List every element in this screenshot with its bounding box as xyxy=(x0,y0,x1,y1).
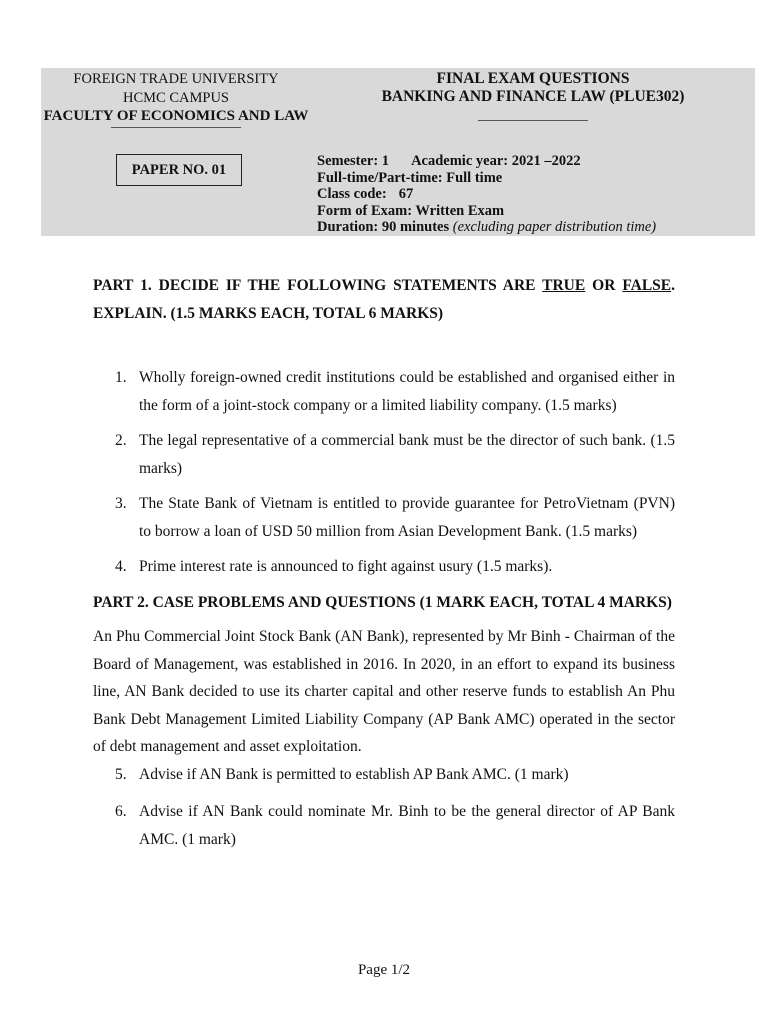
duration: Duration: 90 minutes xyxy=(317,219,450,235)
academic-year: Academic year: 2021 –2022 xyxy=(411,153,581,169)
exam-title: FINAL EXAM QUESTIONS xyxy=(436,70,630,87)
part2-questions xyxy=(93,761,675,854)
question-3: 3. The State Bank of Vietnam is entitled to provide guarantee for PetroVietnam (PVN) to borrow a loan of USD 50 million from Asian Development Bank. (1.5 marks) xyxy=(115,495,675,540)
divider xyxy=(478,120,588,121)
question-4: 4. Prime interest rate is announced to fight against usury (1.5 marks). xyxy=(115,558,553,575)
paper-number-box: PAPER NO. 01 xyxy=(116,154,242,186)
semester: Semester: 1 xyxy=(317,153,390,169)
part1-heading: PART 1. DECIDE IF THE FOLLOWING STATEMENTS ARE TRUE OR FALSE. EXPLAIN. (1.5 MARKS EACH, TOTAL 6 MARKS) xyxy=(93,277,675,322)
institution-block xyxy=(41,68,311,128)
exam-content xyxy=(93,272,675,853)
question-5: 5. Advise if AN Bank is permitted to establish AP Bank AMC. (1 mark) xyxy=(115,765,569,783)
study-mode: Full-time/Part-time: Full time xyxy=(317,169,503,186)
question-6: 6. Advise if AN Bank could nominate Mr. Binh to be the general director of AP Bank AMC. (1 mark) xyxy=(115,803,675,848)
exam-details xyxy=(317,153,656,236)
faculty-name: FACULTY OF ECONOMICS AND LAW xyxy=(43,108,309,124)
page-number: Page 1/2 xyxy=(357,962,411,978)
exam-info-block xyxy=(311,68,755,235)
question-2: 2. The legal representative of a commercial bank must be the director of such bank. (1.5 marks) xyxy=(115,432,675,477)
university-name: FOREIGN TRADE UNIVERSITY xyxy=(73,71,279,87)
part2-heading: PART 2. CASE PROBLEMS AND QUESTIONS (1 MARK EACH, TOTAL 4 MARKS) xyxy=(93,593,672,611)
class-code-label: Class code: xyxy=(317,186,387,202)
case-description: An Phu Commercial Joint Stock Bank (AN Bank), represented by Mr Binh - Chairman of the Board of Management, was established in 2016. In 2020, in an effort to expand its business line, AN Bank decided to use its charter capital and other reserve funds to establish An Phu Bank Debt Management Limited Liability Company (AP Bank AMC) operated in the sector of debt management and asset exploitation. xyxy=(93,628,675,755)
part1-questions xyxy=(93,364,675,581)
duration-note: (excluding paper distribution time) xyxy=(452,219,657,235)
course-title: BANKING AND FINANCE LAW (PLUE302) xyxy=(381,88,685,105)
exam-header xyxy=(41,68,755,236)
class-code: 67 xyxy=(398,186,414,202)
question-1: 1. Wholly foreign-owned credit institutions could be established and organised either in the form of a joint-stock company or a limited liability company. (1.5 marks) xyxy=(115,369,675,414)
exam-form: Form of Exam: Written Exam xyxy=(317,202,505,219)
campus-name: HCMC CAMPUS xyxy=(123,90,229,106)
divider xyxy=(111,127,241,128)
